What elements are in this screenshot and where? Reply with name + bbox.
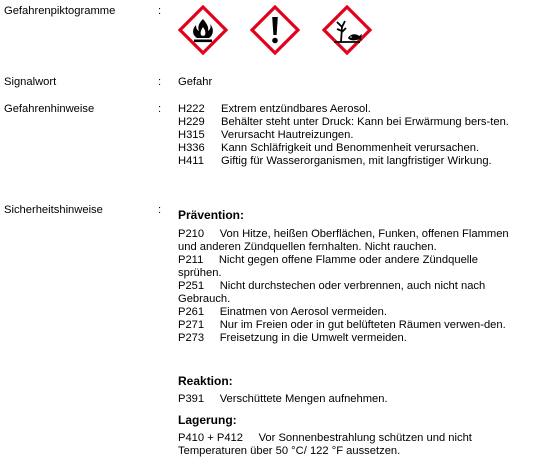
separator-colon: : [158,103,162,115]
section-title-prevention: Prävention: [178,208,245,222]
precaution-text: Nur im Freien oder in gut belüfteten Räumen verwen-den. [219,319,506,331]
prevention-list [178,228,523,345]
list-item [178,142,523,155]
reaction-list [178,393,523,406]
list-item [178,393,523,406]
hazard-text: Behälter steht unter Druck: Kann bei Erwärmung bers-ten. [221,116,509,128]
flame-icon [178,5,228,55]
list-item [178,319,523,332]
separator-colon: : [158,5,162,17]
exclamation-icon [250,5,300,55]
hazard-code: H315 [178,129,205,141]
precaution-code: P391 [178,393,205,405]
precaution-text: Einatmen von Aerosol vermeiden. [219,306,387,318]
separator-colon: : [158,204,162,216]
precaution-text: Freisetzung in die Umwelt vermeiden. [219,332,407,344]
hazard-code: H336 [178,142,205,154]
precaution-text: Nicht gegen offene Flamme oder andere Zündquelle sprühen. [178,254,478,279]
precaution-code: P210 [178,228,205,240]
list-item [178,228,523,254]
hazard-text: Extrem entzündbares Aerosol. [221,103,371,115]
precaution-text: Verschüttete Mengen aufnehmen. [219,393,388,405]
label-signal-word: Signalwort [4,76,57,88]
list-item [178,116,523,129]
separator-colon: : [158,76,162,88]
list-item [178,254,523,280]
hazard-code: H411 [178,155,204,167]
hazard-text: Kann Schläfrigkeit und Benommenheit verursachen. [221,142,480,154]
list-item [178,155,523,168]
precaution-code: P251 [178,280,205,292]
list-item [178,432,523,458]
storage-list [178,432,523,458]
list-item [178,306,523,319]
list-item [178,280,523,306]
precaution-code: P211 [178,254,204,266]
label-precautionary-statements: Sicherheitshinweise [4,204,103,216]
section-title-storage: Lagerung: [178,413,237,427]
precaution-code: P271 [178,319,205,331]
hazard-statement-list [178,103,523,168]
precaution-code: P261 [178,306,205,318]
list-item [178,129,523,142]
hazard-code: H229 [178,116,205,128]
signal-word: Gefahr [178,76,213,88]
hazard-text: Giftig für Wasserorganismen, mit langfristiger Wirkung. [221,155,492,167]
label-pictograms: Gefahrenpiktogramme [4,5,116,17]
precaution-code: P273 [178,332,205,344]
hazard-code: H222 [178,103,205,115]
list-item [178,332,523,345]
environment-icon [322,5,372,55]
precaution-text: Vor Sonnenbestrahlung schützen und nicht Temperaturen über 50 °C/ 122 °F aussetzen. [178,432,472,457]
section-title-reaction: Reaktion: [178,374,233,388]
label-hazard-statements: Gefahrenhinweise [4,103,95,115]
precaution-text: Nicht durchstechen oder verbrennen, auch nicht nach Gebrauch. [178,280,486,305]
precaution-code: P410 + P412 [178,432,244,444]
list-item [178,103,523,116]
precaution-text: Von Hitze, heißen Oberflächen, Funken, offenen Flammen und anderen Zündquellen fernhalten. Nicht rauchen. [178,228,509,253]
hazard-text: Verursacht Hautreizungen. [221,129,354,141]
